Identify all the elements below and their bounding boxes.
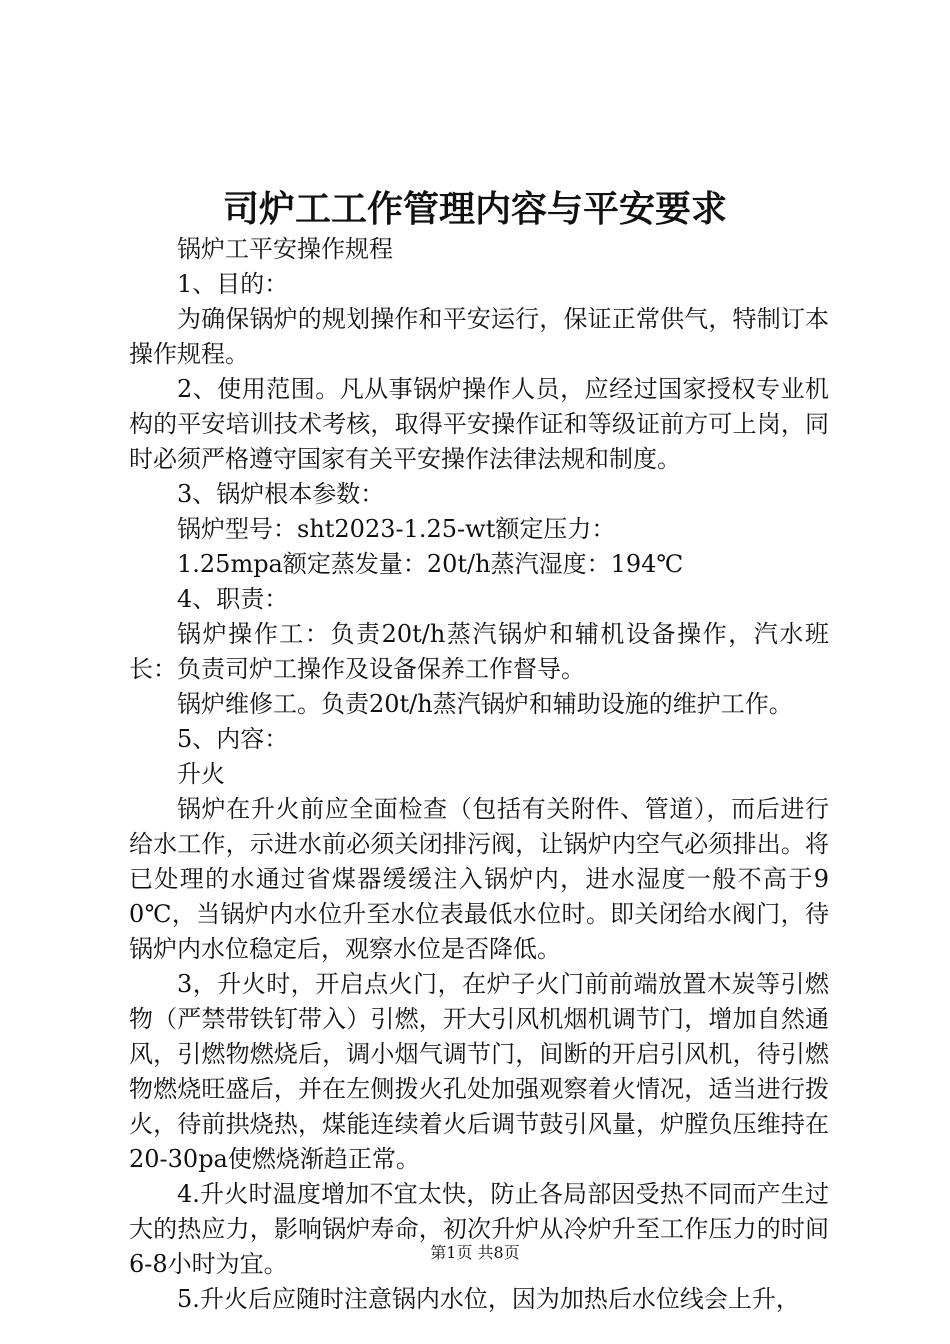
paragraph: 1.25mpa额定蒸发量：20t/h蒸汽湿度：194℃ xyxy=(177,550,684,578)
paragraph: 锅炉型号：sht2023-1.25-wt额定压力： xyxy=(177,515,616,543)
paragraph: 升火 xyxy=(177,760,225,788)
paragraph: 1、目的： xyxy=(177,270,289,298)
paragraph: 4、职责： xyxy=(177,585,289,613)
paragraph: 锅炉工平安操作规程 xyxy=(177,235,393,263)
page-title: 司炉工工作管理内容与平安要求 xyxy=(222,188,727,230)
paragraph: 3、锅炉根本参数： xyxy=(177,480,385,508)
paragraph: 锅炉在升火前应全面检查（包括有关附件、管道），而后进行给水工作，示进水前必须关闭排污阀，让锅炉内空气必须排出。将已处理的水通过省煤器缓缓注入锅炉内，进水湿度一般不高于90℃，当锅炉内水位升至水位表最低水位时。即关闭给水阀门，待锅炉内水位稳定后，观察水位是否降低。 xyxy=(129,795,829,963)
paragraph: 锅炉维修工。负责20t/h蒸汽锅炉和辅助设施的维护工作。 xyxy=(177,690,793,718)
paragraph: 为确保锅炉的规划操作和平安运行，保证正常供气，特制订本操作规程。 xyxy=(129,305,829,368)
paragraph: 3，升火时，开启点火门，在炉子火门前前端放置木炭等引燃物（严禁带铁钉带入）引燃，开大引风机烟机调节门，增加自然通风，引燃物燃烧后，调小烟气调节门，间断的开启引风机，待引燃物燃烧旺盛后，并在左侧拨火孔处加强观察着火情况，适当进行拨火，待前拱烧热，煤能连续着火后调节鼓引风量，炉膛负压维持在20-30pa使燃烧渐趋正常。 xyxy=(129,970,829,1173)
paragraph: 4.升火时温度增加不宜太快，防止各局部因受热不同而产生过大的热应力，影响锅炉寿命，初次升炉从冷炉升至工作压力的时间6-8小时为宜。 xyxy=(129,1180,829,1278)
document-body xyxy=(129,232,829,1317)
paragraph: 5、内容： xyxy=(177,725,289,753)
page-footer: 第1页 共8页 xyxy=(430,1243,520,1262)
paragraph: 5.升火后应随时注意锅内水位，因为加热后水位线会上升， xyxy=(177,1285,800,1313)
paragraph: 2、使用范围。凡从事锅炉操作人员，应经过国家授权专业机构的平安培训技术考核，取得平安操作证和等级证前方可上岗，同时必须严格遵守国家有关平安操作法律法规和制度。 xyxy=(129,375,829,473)
paragraph: 锅炉操作工：负责20t/h蒸汽锅炉和辅机设备操作，汽水班长：负责司炉工操作及设备保养工作督导。 xyxy=(129,620,829,683)
